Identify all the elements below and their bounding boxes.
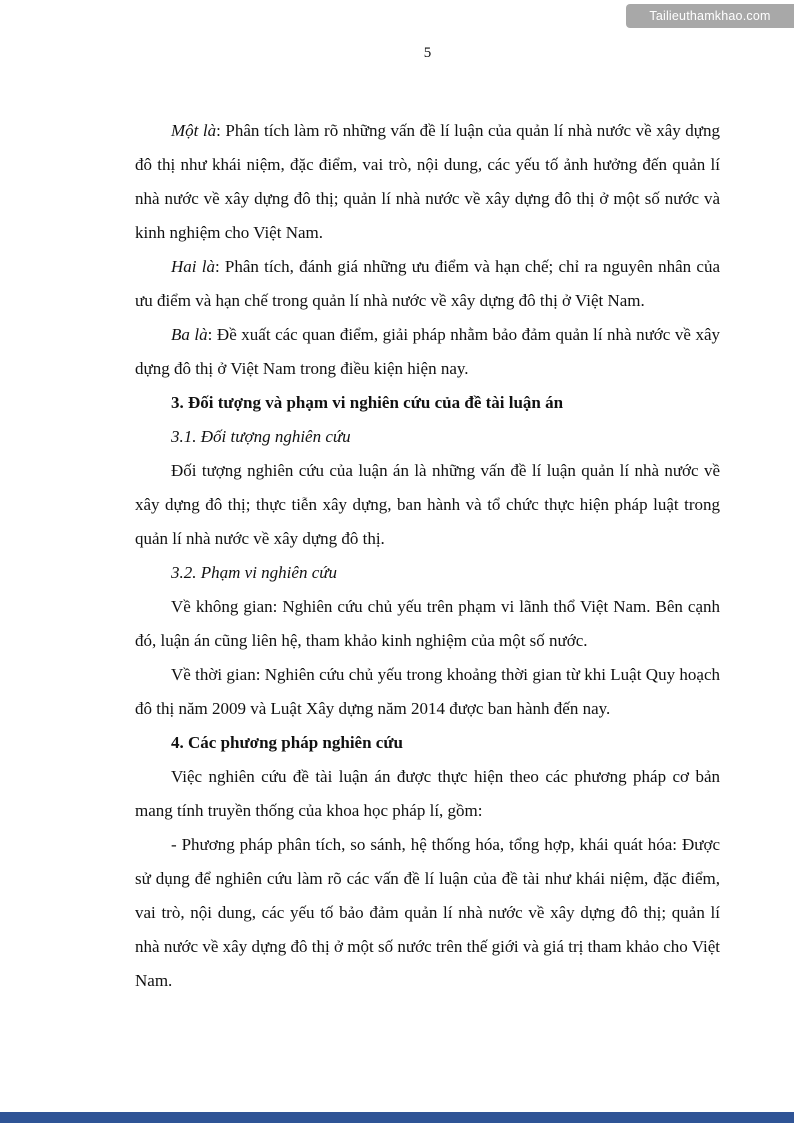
body-paragraph: Về không gian: Nghiên cứu chủ yếu trên phạm vi lãnh thổ Việt Nam. Bên cạnh đó, luận án cũng liên hệ, tham khảo kinh nghiệm của một số nước. [135, 597, 720, 650]
subsection-heading: 3.2. Phạm vi nghiên cứu [171, 563, 338, 582]
page-number: 5 [423, 45, 432, 61]
paragraph-text: : Đề xuất các quan điểm, giải pháp nhằm bảo đảm quản lí nhà nước về xây dựng đô thị ở Việt Nam trong điều kiện hiện nay. [135, 325, 721, 378]
page-content [135, 44, 720, 998]
paragraph-lead: Hai là [171, 257, 215, 276]
body-paragraph [135, 318, 720, 386]
footer-accent-bar [0, 1112, 794, 1123]
paragraph-lead: Ba là [171, 325, 208, 344]
paragraph-text: : Phân tích làm rõ những vấn đề lí luận của quản lí nhà nước về xây dựng đô thị như khái niệm, đặc điểm, vai trò, nội dung, các yếu tố ảnh hưởng đến quản lí nhà nước về xây dựng đô thị; quản lí nhà nước về xây dựng đô thị ở một số nước và kinh nghiệm cho Việt Nam. [135, 121, 720, 242]
body-paragraph: Về thời gian: Nghiên cứu chủ yếu trong khoảng thời gian từ khi Luật Quy hoạch đô thị năm 2009 và Luật Xây dựng năm 2014 được ban hành đến nay. [135, 665, 720, 718]
subsection-heading: 3.1. Đối tượng nghiên cứu [171, 427, 351, 446]
body-paragraph [135, 250, 720, 318]
section-heading: 4. Các phương pháp nghiên cứu [171, 733, 403, 752]
section-heading: 3. Đối tượng và phạm vi nghiên cứu của đề tài luận án [171, 393, 564, 412]
paragraph-lead: Một là [171, 121, 217, 140]
body-paragraph: Đối tượng nghiên cứu của luận án là những vấn đề lí luận quản lí nhà nước về xây dựng đô thị; thực tiễn xây dựng, ban hành và tổ chức thực hiện pháp luật trong quản lí nhà nước về xây dựng đô thị. [135, 461, 720, 548]
body-paragraph [135, 114, 720, 250]
watermark-badge: Tailieuthamkhao.com [626, 4, 794, 28]
body-paragraph: - Phương pháp phân tích, so sánh, hệ thống hóa, tổng hợp, khái quát hóa: Được sử dụng để nghiên cứu làm rõ các vấn đề lí luận của đề tài như khái niệm, đặc điểm, vai trò, nội dung, các yếu tố bảo đảm quản lí nhà nước về xây dựng đô thị; quản lí nhà nước về xây dựng đô thị ở một số nước trên thế giới và giá trị tham khảo cho Việt Nam. [135, 835, 720, 990]
body-paragraph: Việc nghiên cứu đề tài luận án được thực hiện theo các phương pháp cơ bản mang tính truyền thống của khoa học pháp lí, gồm: [135, 767, 720, 820]
paragraph-text: : Phân tích, đánh giá những ưu điểm và hạn chế; chỉ ra nguyên nhân của ưu điểm và hạn chế trong quản lí nhà nước về xây dựng đô thị ở Việt Nam. [135, 257, 720, 310]
